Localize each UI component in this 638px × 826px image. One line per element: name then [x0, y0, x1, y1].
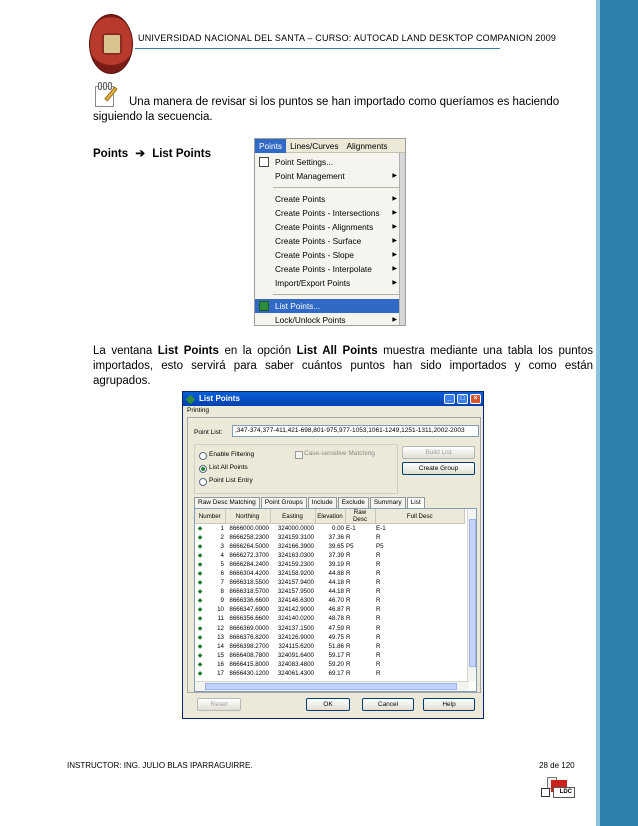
university-seal-logo — [89, 14, 133, 74]
cell-raw-desc: R — [346, 588, 351, 596]
cell-elevation: 0.00 — [331, 524, 344, 532]
cell-elevation: 47.59 — [328, 624, 344, 632]
cell-elevation: 46.87 — [328, 606, 344, 614]
vertical-scrollbar[interactable] — [467, 509, 476, 681]
cell-elevation: 44.18 — [328, 579, 344, 587]
case-sensitive-checkbox[interactable]: Case-sensitive Matching — [295, 450, 375, 457]
cell-northing: 8666304.4200 — [229, 570, 269, 578]
horizontal-scrollbar[interactable] — [195, 681, 469, 691]
point-marker-icon: ◆ — [197, 598, 203, 605]
submenu-arrow-icon: ▶ — [392, 196, 397, 202]
table-row[interactable] — [195, 605, 465, 614]
table-row[interactable] — [195, 533, 465, 542]
cell-number: 17 — [217, 670, 224, 678]
cell-elevation: 44.18 — [328, 588, 344, 596]
cell-full-desc: R — [376, 670, 381, 678]
intro-paragraph — [93, 95, 593, 125]
cell-number: 13 — [217, 633, 224, 641]
menu-item-lock-unlock-points[interactable] — [255, 313, 405, 326]
header-rule — [135, 48, 500, 49]
table-row[interactable] — [195, 560, 465, 569]
help-button[interactable]: Help — [423, 698, 475, 711]
cell-elevation: 69.17 — [328, 670, 344, 678]
point-marker-icon: ◆ — [197, 607, 203, 614]
cell-northing: 8666415.8000 — [229, 660, 269, 668]
cell-raw-desc: R — [346, 551, 351, 559]
table-header-row — [195, 509, 465, 524]
dialog-titlebar — [183, 392, 483, 406]
submenu-arrow-icon: ▶ — [392, 173, 397, 179]
cell-easting: 324157.9400 — [277, 579, 314, 587]
cell-northing: 8666264.5000 — [229, 542, 269, 550]
point-marker-icon: ◆ — [197, 643, 203, 650]
cell-raw-desc: R — [346, 615, 351, 623]
menu-item-create-points-interpolate[interactable] — [255, 262, 405, 276]
cell-easting: 324163.0300 — [277, 551, 314, 559]
create-group-button[interactable]: Create Group — [402, 462, 475, 475]
text-run: La ventana — [93, 345, 158, 357]
cell-northing: 8666272.3700 — [229, 551, 269, 559]
cell-number: 15 — [217, 651, 224, 659]
point-marker-icon: ◆ — [197, 589, 203, 596]
cell-elevation: 51.86 — [328, 642, 344, 650]
cell-full-desc: R — [376, 579, 381, 587]
point-list-label: Point List: — [194, 429, 223, 436]
cell-full-desc: R — [376, 651, 381, 659]
tab-exclude[interactable]: Exclude — [338, 497, 369, 508]
section-heading — [93, 146, 211, 160]
cell-easting: 324140.0200 — [277, 615, 314, 623]
menu-points[interactable]: Points — [255, 139, 286, 153]
background-window-strip — [399, 153, 405, 326]
cell-number: 6 — [220, 570, 224, 578]
cell-raw-desc: P5 — [346, 542, 354, 550]
body-paragraph — [93, 344, 593, 389]
cell-full-desc: R — [376, 660, 381, 668]
cell-raw-desc: R — [346, 597, 351, 605]
tab-summary[interactable]: Summary — [370, 497, 406, 508]
col-full-desc[interactable]: Full Desc — [375, 509, 465, 524]
cell-full-desc: R — [376, 633, 381, 641]
ldc-logo-text: LDC — [553, 787, 575, 798]
point-marker-icon: ◆ — [197, 543, 203, 550]
cell-northing: 8666284.2400 — [229, 560, 269, 568]
menu-item-label: Lock/Unlock Points — [275, 315, 346, 325]
table-row[interactable] — [195, 669, 465, 678]
cell-raw-desc: R — [346, 660, 351, 668]
cell-number: 1 — [220, 524, 224, 532]
menu-item-list-points[interactable] — [255, 299, 405, 313]
table-row[interactable] — [195, 624, 465, 633]
points-table-container — [194, 508, 477, 692]
shortcut-arrow-icon — [541, 788, 550, 797]
cell-elevation: 39.65 — [328, 542, 344, 550]
cell-raw-desc: R — [346, 642, 351, 650]
submenu-arrow-icon: ▶ — [392, 238, 397, 244]
settings-icon — [259, 157, 269, 167]
point-marker-icon: ◆ — [197, 616, 203, 623]
cell-full-desc: R — [376, 597, 381, 605]
bold-run: List All Points — [296, 345, 378, 357]
cell-number: 14 — [217, 642, 224, 650]
table-row[interactable] — [195, 596, 465, 605]
menu-lines-curves[interactable]: Lines/Curves — [290, 140, 339, 151]
point-marker-icon: ◆ — [197, 580, 203, 587]
cell-raw-desc: R — [346, 633, 351, 641]
point-marker-icon: ◆ — [197, 671, 203, 678]
table-row[interactable] — [195, 660, 465, 669]
cell-number: 8 — [220, 588, 224, 596]
cell-elevation: 46.70 — [328, 597, 344, 605]
cell-easting: 324159.2300 — [277, 560, 314, 568]
maximize-icon[interactable]: □ — [457, 394, 468, 404]
cell-full-desc: R — [376, 570, 381, 578]
minimize-icon[interactable]: _ — [444, 394, 455, 404]
cell-raw-desc: R — [346, 624, 351, 632]
cell-northing: 8666000.0000 — [229, 524, 269, 532]
cell-number: 11 — [217, 615, 224, 623]
cell-easting: 324000.0000 — [277, 524, 314, 532]
col-elevation[interactable]: Elevation — [315, 509, 345, 524]
cell-full-desc: P5 — [376, 542, 384, 550]
cell-easting: 324159.3100 — [277, 533, 314, 541]
cell-easting: 324061.4300 — [277, 670, 314, 678]
cell-raw-desc: R — [346, 670, 351, 678]
cell-easting: 324142.9000 — [277, 606, 314, 614]
cell-number: 3 — [220, 542, 224, 550]
cell-easting: 324115.6200 — [278, 642, 314, 650]
menu-item-label: Point Settings... — [275, 157, 334, 167]
cell-northing: 8666318.5700 — [229, 588, 269, 596]
cell-full-desc: R — [376, 560, 381, 568]
heading-points: Points — [93, 148, 129, 160]
point-marker-icon: ◆ — [197, 525, 203, 532]
col-raw-desc[interactable]: Raw Desc — [345, 509, 375, 524]
cell-easting: 324166.3900 — [277, 542, 314, 550]
ldc-logo — [541, 777, 577, 799]
radio-enable-filtering[interactable]: Enable Filtering — [199, 450, 254, 460]
cell-raw-desc: E-1 — [346, 524, 356, 532]
table-row[interactable] — [195, 578, 465, 587]
table-row[interactable] — [195, 633, 465, 642]
submenu-arrow-icon: ▶ — [392, 224, 397, 230]
cell-elevation: 49.75 — [328, 633, 344, 641]
cell-full-desc: R — [376, 533, 381, 541]
cell-northing: 8666408.7800 — [229, 651, 269, 659]
cell-easting: 324083.4800 — [277, 660, 314, 668]
menu-printing[interactable]: Printing — [187, 407, 210, 414]
scroll-thumb[interactable] — [469, 519, 476, 667]
cell-elevation: 37.36 — [328, 533, 344, 541]
table-row[interactable] — [195, 524, 465, 533]
cell-elevation: 37.39 — [328, 551, 344, 559]
tab-list[interactable]: List — [407, 497, 425, 509]
cell-full-desc: R — [376, 606, 381, 614]
cell-full-desc: R — [376, 551, 381, 559]
bold-run: List Points — [157, 345, 219, 357]
cell-northing: 8666258.2300 — [229, 533, 269, 541]
cell-northing: 8666376.8200 — [229, 633, 269, 641]
cell-full-desc: R — [376, 615, 381, 623]
table-row[interactable] — [195, 651, 465, 660]
point-marker-icon: ◆ — [197, 534, 203, 541]
menu-item-create-points[interactable] — [255, 192, 405, 206]
table-row[interactable] — [195, 569, 465, 578]
cell-easting: 324126.9000 — [277, 633, 314, 641]
menu-alignments[interactable]: Alignments — [346, 140, 388, 151]
text-run: en la opción — [218, 345, 297, 357]
menu-item-create-points-surface[interactable] — [255, 234, 405, 248]
menu-item-point-settings[interactable] — [255, 155, 405, 169]
point-marker-icon: ◆ — [197, 571, 203, 578]
cell-number: 7 — [220, 579, 224, 587]
menu-separator — [273, 294, 403, 295]
menu-item-label: Import/Export Points — [275, 278, 351, 288]
ok-button[interactable]: OK — [306, 698, 350, 711]
table-row[interactable] — [195, 614, 465, 623]
points-table — [195, 509, 465, 678]
cell-number: 4 — [220, 551, 224, 559]
dialog-body — [187, 417, 481, 693]
radio-list-all-points[interactable]: List All Points — [199, 463, 248, 473]
col-easting[interactable]: Easting — [270, 509, 315, 524]
radio-point-list-entry[interactable]: Point List Entry — [199, 476, 253, 486]
cell-raw-desc: R — [346, 651, 351, 659]
dialog-app-icon — [186, 395, 196, 405]
cell-full-desc: R — [376, 588, 381, 596]
submenu-arrow-icon: ▶ — [392, 210, 397, 216]
menu-item-label: Create Points — [275, 194, 326, 204]
point-marker-icon: ◆ — [197, 634, 203, 641]
point-marker-icon: ◆ — [197, 661, 203, 668]
cell-raw-desc: R — [346, 560, 351, 568]
submenu-arrow-icon: ▶ — [392, 280, 397, 286]
point-marker-icon: ◆ — [197, 561, 203, 568]
cell-raw-desc: R — [346, 533, 351, 541]
cell-raw-desc: R — [346, 579, 351, 587]
footer-page-number: 28 de 120 — [539, 761, 575, 770]
cell-northing: 8666356.6600 — [229, 615, 269, 623]
filter-options — [194, 444, 398, 494]
menu-item-label: Create Points - Interpolate — [275, 264, 372, 274]
cell-northing: 8666369.0000 — [229, 624, 269, 632]
cell-elevation: 44.88 — [328, 570, 344, 578]
point-marker-icon: ◆ — [197, 652, 203, 659]
table-row[interactable] — [195, 642, 465, 651]
menu-item-label: List Points... — [275, 301, 321, 311]
cell-number: 9 — [220, 597, 224, 605]
tab-point-groups[interactable]: Point Groups — [261, 497, 307, 508]
menubar — [255, 139, 405, 153]
cell-northing: 8666398.2700 — [229, 642, 269, 650]
cell-northing: 8666336.6600 — [229, 597, 269, 605]
dialog-title: List Points — [199, 394, 240, 403]
cell-full-desc: R — [376, 624, 381, 632]
cell-easting: 324157.9500 — [277, 588, 314, 596]
menu-item-create-points-alignments[interactable] — [255, 220, 405, 234]
list-points-icon — [259, 301, 269, 311]
col-number[interactable]: Number — [195, 509, 225, 524]
submenu-arrow-icon: ▶ — [392, 266, 397, 272]
table-row[interactable] — [195, 587, 465, 596]
cell-northing: 8666430.1200 — [229, 670, 269, 678]
close-icon[interactable]: × — [470, 394, 481, 404]
side-band — [600, 0, 638, 826]
cell-full-desc: R — [376, 642, 381, 650]
intro-line-1: Una manera de revisar si los puntos se han importado como queríamos es haciendo — [129, 96, 560, 108]
cell-northing: 8666318.5500 — [229, 579, 269, 587]
menu-item-label: Create Points - Slope — [275, 250, 354, 260]
menu-item-import-export-points[interactable] — [255, 276, 405, 290]
col-northing[interactable]: Northing — [225, 509, 270, 524]
cell-number: 12 — [217, 624, 224, 632]
points-menu-screenshot — [254, 138, 406, 326]
build-list-button[interactable]: Build List — [402, 446, 475, 459]
cell-number: 2 — [220, 533, 224, 541]
cell-easting: 324137.1500 — [277, 624, 314, 632]
cell-elevation: 48.78 — [328, 615, 344, 623]
tab-include[interactable]: Include — [308, 497, 337, 508]
cell-elevation: 59.20 — [328, 660, 344, 668]
cell-elevation: 59.17 — [328, 651, 344, 659]
table-row[interactable] — [195, 542, 465, 551]
menu-item-label: Create Points - Surface — [275, 236, 362, 246]
menu-item-label: Create Points - Alignments — [275, 222, 374, 232]
heading-list-points: List Points — [152, 148, 211, 160]
menu-item-label: Point Management — [275, 171, 345, 181]
cell-number: 5 — [220, 560, 224, 568]
point-marker-icon: ◆ — [197, 552, 203, 559]
menu-separator — [273, 187, 403, 188]
cell-easting: 324091.6400 — [277, 651, 314, 659]
cell-northing: 8666347.6900 — [229, 606, 269, 614]
reset-button[interactable]: Reset — [197, 698, 241, 711]
cell-easting: 324146.6300 — [277, 597, 314, 605]
list-points-dialog — [182, 391, 484, 719]
text-run: muestra mediante una tabla los puntos importados, esto servirá para saber cuántos puntos han sido importados y como están agrupados. — [93, 345, 593, 387]
menu-item-create-points-intersections[interactable] — [255, 206, 405, 220]
cell-easting: 324158.9200 — [277, 570, 314, 578]
scroll-thumb[interactable] — [205, 683, 457, 690]
point-list-field[interactable]: ,347-374,377-411,421-698,801-975,977-1053,1061-1249,1251-1311,2002-2003 — [232, 425, 479, 437]
footer-instructor: INSTRUCTOR: ING. JULIO BLAS IPARRAGUIRRE. — [67, 761, 253, 770]
cancel-button[interactable]: Cancel — [362, 698, 414, 711]
arrow-right-icon: ➔ — [135, 148, 145, 160]
header-title: UNIVERSIDAD NACIONAL DEL SANTA – CURSO: AUTOCAD LAND DESKTOP COMPANION 2009 — [138, 33, 557, 43]
cell-number: 10 — [217, 606, 224, 614]
menu-item-create-points-slope[interactable] — [255, 248, 405, 262]
points-dropdown — [255, 153, 405, 326]
cell-full-desc: E-1 — [376, 524, 386, 532]
cell-raw-desc: R — [346, 570, 351, 578]
submenu-arrow-icon: ▶ — [392, 252, 397, 258]
tab-raw-desc-matching[interactable]: Raw Desc Matching — [194, 497, 260, 508]
menu-item-point-management[interactable] — [255, 169, 405, 183]
tab-strip — [194, 497, 426, 508]
intro-line-2: siguiendo la secuencia. — [93, 111, 213, 123]
cell-number: 16 — [217, 660, 224, 668]
submenu-arrow-icon: ▶ — [392, 317, 397, 323]
cell-raw-desc: R — [346, 606, 351, 614]
cell-elevation: 39.19 — [328, 560, 344, 568]
menu-item-label: Create Points - Intersections — [275, 208, 380, 218]
point-marker-icon: ◆ — [197, 625, 203, 632]
table-row[interactable] — [195, 551, 465, 560]
